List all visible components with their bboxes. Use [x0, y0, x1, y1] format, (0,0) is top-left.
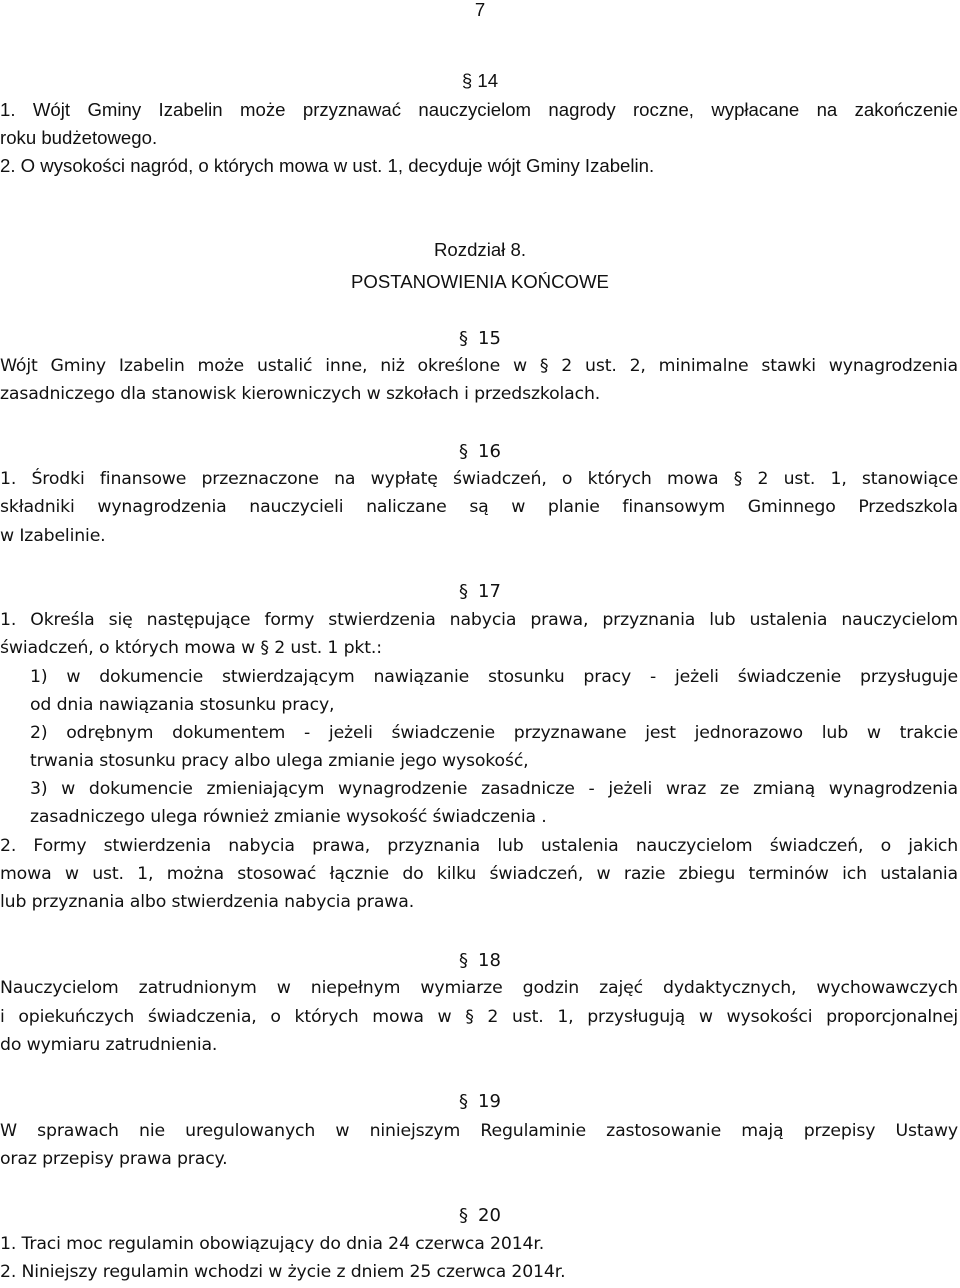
section-symbol: §: [459, 1091, 469, 1112]
page-number: 7: [474, 0, 486, 20]
s17-paragraph-2-line-2: mowa w ust. 1, można stosować łącznie do kilku świadczeń, w razie zbiegu terminów ich ustalania: [0, 864, 958, 884]
s18-line-2: i opiekuńczych świadczenia, o których mowa w § 2 ust. 1, przysługują w wysokości proporcjonalnej: [0, 1007, 958, 1027]
section-14-heading: § 14: [461, 70, 499, 91]
section-number: 17: [478, 581, 501, 602]
s17-paragraph-1-line-1: 1. Określa się następujące formy stwierdzenia nabycia prawa, przyznania lub ustalenia nauczycielom: [0, 610, 958, 630]
s17-paragraph-1-line-2: świadczeń, o których mowa w § 2 ust. 1 pkt.:: [0, 638, 382, 658]
s14-paragraph-2: 2. O wysokości nagród, o których mowa w ust. 1, decyduje wójt Gminy Izabelin.: [0, 155, 655, 176]
section-symbol: §: [459, 441, 469, 462]
s15-line-1: Wójt Gminy Izabelin może ustalić inne, niż określone w § 2 ust. 2, minimalne stawki wynagrodzenia: [0, 356, 958, 376]
chapter-title: POSTANOWIENIA KOŃCOWE: [351, 271, 609, 292]
s16-line-2: składniki wynagrodzenia nauczycieli naliczane są w planie finansowym Gminnego Przedszkola: [0, 497, 958, 517]
section-number: 20: [478, 1205, 501, 1226]
s14-paragraph-1-line-2: roku budżetowego.: [0, 127, 158, 148]
s17-item-1-line-1: 1) w dokumencie stwierdzającym nawiązanie stosunku pracy - jeżeli świadczenie przysługuje: [30, 667, 958, 687]
s19-line-1: W sprawach nie uregulowanych w niniejszym Regulaminie zastosowanie mają przepisy Ustawy: [0, 1121, 958, 1141]
s17-paragraph-2-line-3: lub przyznania albo stwierdzenia nabycia prawa.: [0, 892, 415, 912]
s17-item-3-line-2: zasadniczego ulega również zmianie wysokość świadczenia .: [30, 807, 547, 827]
s18-line-3: do wymiaru zatrudnienia.: [0, 1035, 218, 1055]
s19-line-2: oraz przepisy prawa pracy.: [0, 1149, 228, 1169]
s20-line-2: 2. Niniejszy regulamin wchodzi w życie z dniem 25 czerwca 2014r.: [0, 1262, 566, 1282]
s16-line-1: 1. Środki finansowe przeznaczone na wypłatę świadczeń, o których mowa § 2 ust. 1, stanowiące: [0, 469, 958, 489]
section-15-heading: [0, 325, 960, 353]
section-20-heading: [0, 1202, 960, 1230]
s17-paragraph-2-line-1: 2. Formy stwierdzenia nabycia prawa, przyznania lub ustalenia nauczycielom świadczeń, o jakich: [0, 836, 958, 856]
s16-line-3: w Izabelinie.: [0, 526, 106, 546]
section-number: 15: [478, 328, 501, 349]
s17-item-2-line-2: trwania stosunku pracy albo ulega zmianie jego wysokość,: [30, 751, 529, 771]
section-number: 16: [478, 441, 501, 462]
section-19-heading: [0, 1088, 960, 1116]
section-symbol: §: [459, 1205, 469, 1226]
chapter-label: Rozdział 8.: [434, 239, 526, 260]
section-number: 18: [478, 950, 501, 971]
section-17-heading: [0, 578, 960, 606]
s17-item-3-line-1: 3) w dokumencie zmieniającym wynagrodzenie zasadnicze - jeżeli wraz ze zmianą wynagrodzenia: [30, 779, 958, 799]
section-number: 19: [478, 1091, 501, 1112]
section-symbol: §: [459, 581, 469, 602]
section-symbol: §: [459, 950, 469, 971]
s15-line-2: zasadniczego dla stanowisk kierowniczych w szkołach i przedszkolach.: [0, 384, 601, 404]
s18-line-1: Nauczycielom zatrudnionym w niepełnym wymiarze godzin zajęć dydaktycznych, wychowawczych: [0, 978, 958, 998]
s20-line-1: 1. Traci moc regulamin obowiązujący do dnia 24 czerwca 2014r.: [0, 1234, 545, 1254]
section-16-heading: [0, 438, 960, 466]
s14-paragraph-1-line-1: 1. Wójt Gminy Izabelin może przyznawać nauczycielom nagrody roczne, wypłacane na zakończenie: [0, 99, 958, 120]
s17-item-1-line-2: od dnia nawiązania stosunku pracy,: [30, 695, 335, 715]
section-18-heading: [0, 947, 960, 975]
s17-item-2-line-1: 2) odrębnym dokumentem - jeżeli świadczenie przyznawane jest jednorazowo lub w trakcie: [30, 723, 958, 743]
section-symbol: §: [459, 328, 469, 349]
